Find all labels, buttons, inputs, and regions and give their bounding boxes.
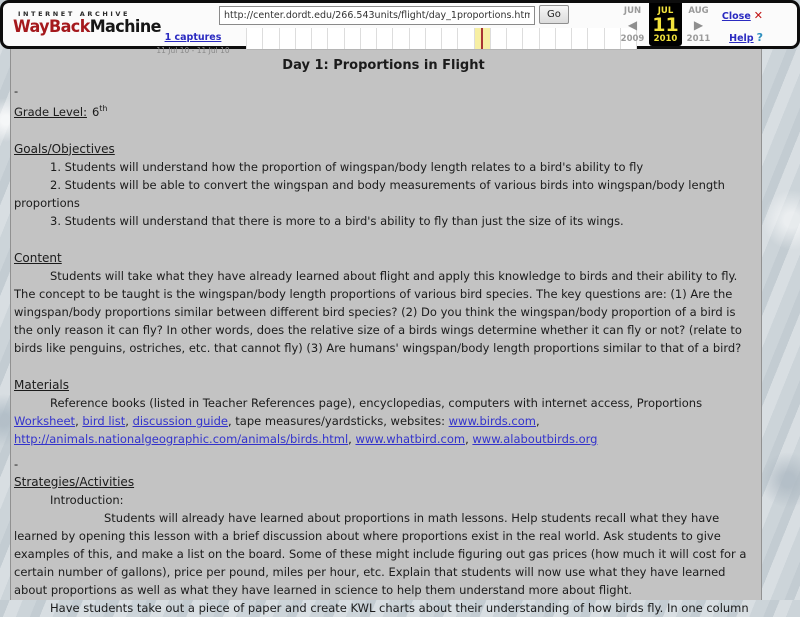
materials-text: , tape measures/yardsticks, websites: bbox=[227, 413, 449, 428]
content-paragraph: Students will take what they have already learned about flight and apply this knowledge to birds and their ability to fly. The concept to be taught is the wingspan/body length proportions of various bird species. The key questions are: (1) Are the wingspan/body proportions similar between different bird species? (2) Do you think the wingspan/body proportion of a bird is the only reason it can fly? In other words, does the relative size of a birds wings determine whether it can fly or not? (relate to birds like penguins, ostriches, etc. that cannot fly) (3) Are humans' wingspan/body length proportions similar to that of a bird? bbox=[14, 268, 742, 355]
timeline-tick bbox=[280, 28, 296, 49]
grade-level-suffix: th bbox=[99, 104, 108, 113]
grade-level-value: 6 bbox=[91, 104, 100, 119]
captures-date-range: 11 Jul 10 - 11 Jul 10 bbox=[156, 46, 230, 55]
material-link[interactable]: www.birds.com bbox=[448, 413, 536, 428]
strategies-heading: Strategies/Activities bbox=[14, 474, 135, 489]
timeline-tick bbox=[312, 28, 328, 49]
timeline-tick bbox=[296, 28, 312, 49]
captures-summary bbox=[141, 25, 245, 55]
timeline-tick bbox=[393, 28, 409, 49]
prev-date-column bbox=[616, 3, 649, 46]
dash-line-2: - bbox=[14, 456, 19, 471]
content-heading: Content bbox=[14, 250, 62, 265]
capture-timeline[interactable] bbox=[246, 28, 637, 50]
capture-marker-tick[interactable] bbox=[475, 28, 491, 49]
year-current: 2010 bbox=[653, 34, 678, 44]
timeline-tick bbox=[540, 28, 556, 49]
current-date-column bbox=[649, 3, 682, 46]
materials-paragraph bbox=[14, 394, 753, 448]
timeline-tick bbox=[410, 28, 426, 49]
timeline-tick bbox=[507, 28, 523, 49]
prev-capture-arrow-icon[interactable]: ◀ bbox=[627, 18, 638, 32]
timeline-tick bbox=[556, 28, 572, 49]
next-date-column bbox=[682, 3, 715, 46]
material-link[interactable]: http://animals.nationalgeographic.com/animals/birds.html bbox=[14, 431, 349, 446]
year-prev[interactable]: 2009 bbox=[620, 34, 645, 44]
help-link[interactable] bbox=[729, 31, 763, 44]
internet-archive-label: INTERNET ARCHIVE bbox=[18, 10, 131, 18]
material-link[interactable]: www.alaboutbirds.org bbox=[472, 431, 598, 446]
next-capture-arrow-icon[interactable]: ▶ bbox=[693, 18, 704, 32]
materials-text: , bbox=[348, 431, 356, 446]
timeline-tick bbox=[263, 28, 279, 49]
goal-item-3: 3. Students will understand that there is more to a bird's ability to fly than just the size of its wings. bbox=[50, 213, 624, 228]
brand-wayback: WayBack bbox=[13, 15, 90, 37]
url-input[interactable] bbox=[219, 6, 535, 25]
grade-level-label: Grade Level: bbox=[14, 104, 87, 119]
document-page bbox=[10, 49, 762, 615]
toolbar-actions bbox=[722, 9, 763, 44]
timeline-tick bbox=[328, 28, 344, 49]
month-next[interactable]: AUG bbox=[688, 6, 709, 16]
materials-text: Reference books (listed in Teacher References page), encyclopedias, computers with internet access, Proportions bbox=[50, 395, 703, 410]
strategies-paragraph-2: Have students take out a piece of paper and create KWL charts about their understanding of how birds fly. In one column bbox=[50, 600, 749, 615]
brand-machine: Machine bbox=[89, 15, 161, 37]
timeline-tick bbox=[361, 28, 377, 49]
goal-item-1: 1. Students will understand how the proportion of wingspan/body length relates to a bird's ability to fly bbox=[50, 159, 644, 174]
materials-text: , bbox=[125, 413, 133, 428]
timeline-tick bbox=[491, 28, 507, 49]
materials-text: , bbox=[465, 431, 473, 446]
timeline-tick bbox=[458, 28, 474, 49]
timeline-tick bbox=[588, 28, 604, 49]
timeline-tick bbox=[426, 28, 442, 49]
timeline-tick bbox=[442, 28, 458, 49]
materials-heading: Materials bbox=[14, 377, 70, 392]
wayback-brand bbox=[13, 15, 161, 37]
timeline-tick bbox=[523, 28, 539, 49]
material-link[interactable]: www.whatbird.com bbox=[355, 431, 466, 446]
grade-level-line bbox=[14, 100, 753, 121]
go-button[interactable]: Go bbox=[539, 5, 569, 24]
year-next[interactable]: 2011 bbox=[686, 34, 711, 44]
introduction-subheading: Introduction: bbox=[50, 492, 124, 507]
help-icon: ? bbox=[756, 31, 763, 44]
month-prev[interactable]: JUN bbox=[623, 6, 642, 16]
help-label: Help bbox=[729, 33, 754, 44]
material-link[interactable]: discussion guide bbox=[132, 413, 228, 428]
month-current: JUL bbox=[657, 6, 674, 16]
close-label: Close bbox=[721, 11, 751, 22]
material-link[interactable]: Worksheet bbox=[14, 413, 76, 428]
wayback-machine-logo[interactable] bbox=[13, 10, 161, 37]
materials-text: , bbox=[536, 413, 540, 428]
timeline-tick bbox=[572, 28, 588, 49]
timeline-tick bbox=[345, 28, 361, 49]
page-title: Day 1: Proportions in Flight bbox=[282, 58, 485, 73]
timeline-tick bbox=[377, 28, 393, 49]
wayback-toolbar bbox=[0, 0, 800, 55]
date-navigator bbox=[616, 3, 715, 46]
goals-heading: Goals/Objectives bbox=[14, 141, 115, 156]
dash-line: - bbox=[14, 84, 19, 98]
close-link[interactable] bbox=[722, 9, 763, 22]
goal-item-2: 2. Students will be able to convert the wingspan and body measurements of various birds into wingspan/body length proportions bbox=[14, 177, 725, 210]
captures-link[interactable]: 1 captures bbox=[164, 32, 222, 43]
materials-text: , bbox=[75, 413, 83, 428]
timeline-tick bbox=[247, 28, 263, 49]
material-link[interactable]: bird list bbox=[82, 413, 126, 428]
strategies-paragraph-1: Students will already have learned about proportions in math lessons. Help students recall what they have learned by opening this lesson with a brief discussion about where proportions exist in the real world. Ask students to give examples of this, and make a list on the board. Some of these might include figuring out gas prices (how much it will cost for a certain number of gallons), price per pound, miles per hour, etc. Explain that students will now use what they have learned about proportions as well as what they have learned in science to help them understand more about flight. bbox=[14, 510, 747, 597]
close-icon: ✕ bbox=[753, 9, 763, 22]
capture-day: 11 bbox=[652, 13, 679, 36]
